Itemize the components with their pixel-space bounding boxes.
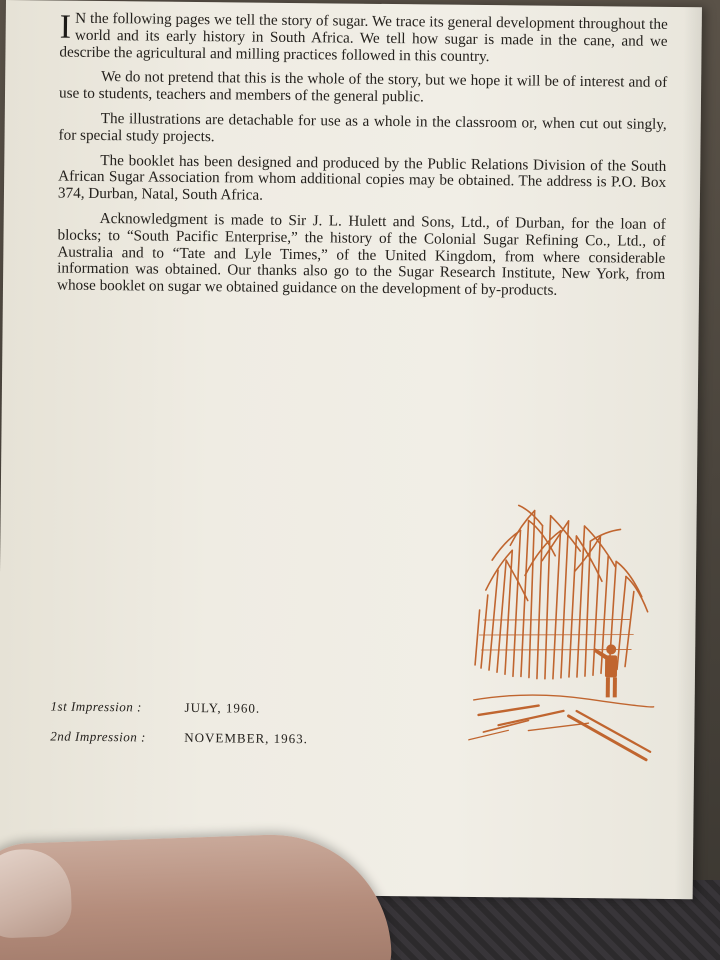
impression-date: NOVEMBER, 1963. [184,729,309,747]
paragraph-intro [59,8,668,68]
impression-row-1 [51,699,309,718]
paragraph-scope: We do not pretend that this is the whole of the story, but we hope it will be of interest and of use to students, teachers and members of the general public. [58,68,668,106]
intro-text [56,8,668,309]
impression-label: 2nd Impression : [50,728,146,745]
impression-date: JULY, 1960. [184,699,261,716]
page-shadow-edge [675,7,702,899]
thumbnail [0,848,73,939]
paragraph-intro-text: N the following pages we tell the story of sugar. We trace its general development throughout the world and its early history in South Africa. We tell how sugar is made in the cane, and we describe the agricultural and milling practices followed in this country. [59,9,668,65]
drop-cap-letter: I [59,8,72,46]
paragraph-acknowledgment: Acknowledgment is made to Sir J. L. Hulett and Sons, Ltd., of Durban, for the loan of blocks; to “South Pacific Enterprise,” the history of the Colonial Sugar Refining Co., Ltd., of Australia and to “Tate and Lyle Times,” of the United Kingdom, from where considerable information was obtained. Our thanks also go to the Sugar Research Institute, New York, from whose booklet on sugar we obtained guidance on the development of by-products. [56,209,666,299]
impression-label: 1st Impression : [50,698,142,715]
paragraph-illustrations: The illustrations are detachable for use as a whole in the classroom or, when cut out singly, for special study projects. [58,109,667,145]
impressions-list [50,699,308,762]
sugar-cane-field-illustration [468,500,661,767]
paragraph-publisher: The booklet has been designed and produced by the Public Relations Division of the South African Sugar Association from whom additional copies may be obtained. The address is P.O. Box 374, Durban, Natal, South Africa. [57,151,667,204]
impression-row-2 [50,729,308,748]
